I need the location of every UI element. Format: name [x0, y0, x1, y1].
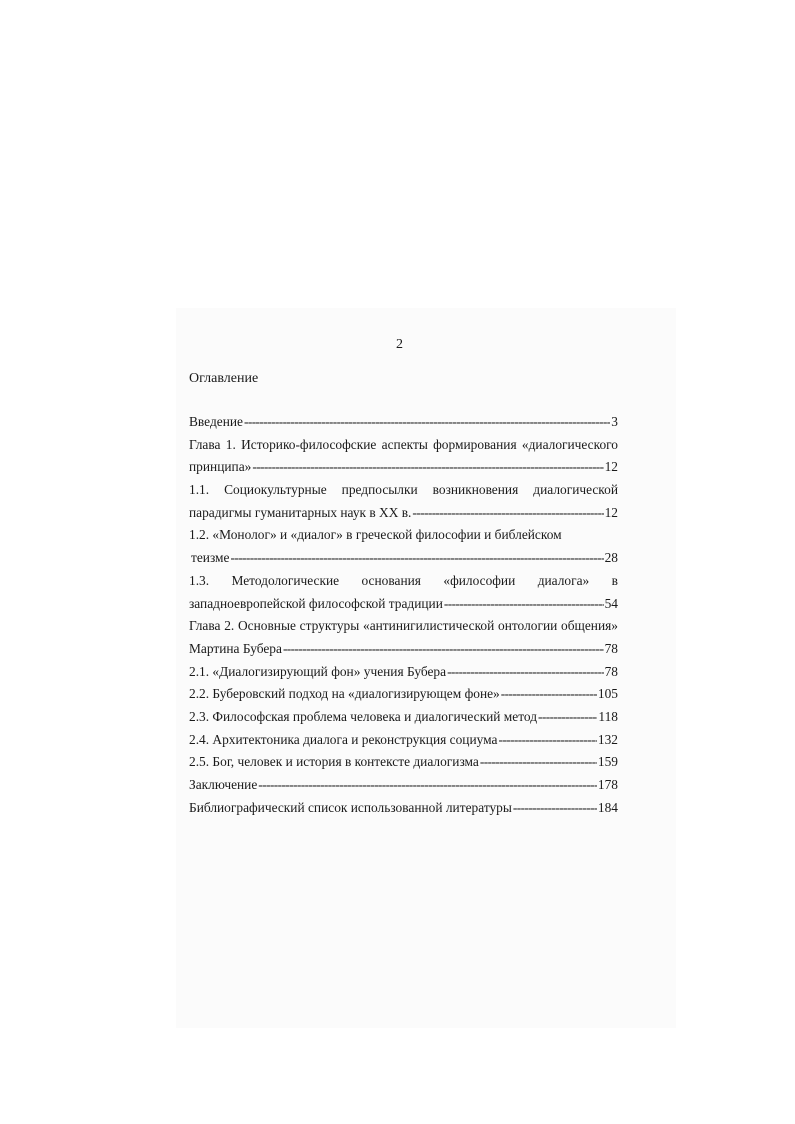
toc-entry-page: 184: [597, 799, 618, 815]
toc-entry-2-1[interactable]: [189, 664, 618, 687]
toc-entry-page: 28: [604, 550, 618, 566]
toc-entry-text: 2.5. Бог, человек и история в контексте диалогизма: [189, 754, 479, 770]
toc-entry-text: западноевропейской философской традиции: [189, 595, 443, 611]
toc-entry-text: 2.1. «Диалогизирующий фон» учения Бубера: [189, 663, 447, 679]
toc-entry-2-3[interactable]: [189, 709, 618, 732]
toc-entry-text: 1.1. Социокультурные предпосылки возникновения диалогической: [189, 482, 618, 498]
toc-entry-text: Библиографический список использованной литературы: [189, 799, 512, 815]
toc-entry-page: 54: [604, 595, 618, 611]
toc-leader-dashes: [230, 550, 603, 566]
toc-leader-dashes: [244, 414, 610, 430]
toc-title: Оглавление: [189, 371, 259, 386]
toc-entry-chapter-2[interactable]: [189, 618, 618, 641]
page-number: 2: [396, 337, 403, 352]
toc-entry-text: 2.4. Архитектоника диалога и реконструкция социума: [189, 731, 498, 747]
toc-entry-chapter-2-cont[interactable]: [189, 641, 618, 664]
toc-entry-text: Мартина Бубера: [189, 640, 282, 656]
toc-entry-1-1[interactable]: [189, 482, 618, 505]
toc-entry-text: Введение: [189, 414, 243, 429]
toc-entry-page: 132: [597, 731, 618, 747]
toc-entry-page: 105: [597, 686, 618, 702]
toc-entry-text: парадигмы гуманитарных наук в XX в.: [189, 504, 412, 520]
toc-entry-text: 2.3. Философская проблема человека и диалогический метод: [189, 708, 538, 724]
toc-entry-text: 1.3. Методологические основания «философии диалога» в: [189, 572, 618, 588]
table-of-contents: [189, 414, 618, 822]
toc-leader-dashes: [513, 800, 597, 816]
toc-entry-text: Заключение: [189, 777, 258, 792]
toc-entry-text: теизме: [191, 550, 230, 566]
toc-entry-page: 78: [604, 663, 618, 679]
toc-entry-page: 118: [598, 708, 618, 724]
toc-leader-dashes: [283, 641, 604, 657]
toc-entry-page: 12: [604, 459, 618, 475]
toc-entry-text: Глава 2. Основные структуры «антинигилистической онтологии общения»: [189, 618, 618, 634]
toc-entry-introduction[interactable]: [189, 414, 618, 437]
toc-leader-dashes: [444, 596, 604, 612]
toc-entry-text: 2.2. Буберовский подход на «диалогизирующем фоне»: [189, 686, 500, 702]
toc-entry-text: 1.2. «Монолог» и «диалог» в греческой философии и библейском: [189, 527, 562, 543]
toc-entry-chapter-1[interactable]: [189, 437, 618, 460]
toc-leader-dashes: [498, 732, 596, 748]
toc-entry-text: принципа»: [189, 459, 252, 475]
toc-leader-dashes: [252, 459, 603, 475]
toc-entry-2-5[interactable]: [189, 754, 618, 777]
toc-entry-1-2-cont[interactable]: [189, 550, 618, 573]
toc-entry-page: 159: [597, 754, 618, 770]
toc-entry-page: 78: [604, 640, 618, 656]
toc-entry-bibliography[interactable]: [189, 800, 618, 823]
toc-entry-2-2[interactable]: [189, 686, 618, 709]
toc-entry-conclusion[interactable]: [189, 777, 618, 800]
toc-entry-1-2[interactable]: [189, 527, 618, 550]
toc-leader-dashes: [258, 777, 597, 793]
toc-entry-page: 3: [611, 414, 618, 429]
toc-leader-dashes: [538, 709, 597, 725]
toc-entry-page: 178: [597, 777, 618, 792]
toc-entry-1-3-cont[interactable]: [189, 596, 618, 619]
toc-leader-dashes: [447, 664, 604, 680]
toc-entry-page: 12: [604, 504, 618, 520]
toc-leader-dashes: [480, 754, 597, 770]
toc-entry-1-1-cont[interactable]: [189, 505, 618, 528]
toc-entry-chapter-1-cont[interactable]: [189, 459, 618, 482]
toc-entry-2-4[interactable]: [189, 732, 618, 755]
toc-entry-1-3[interactable]: [189, 573, 618, 596]
toc-entry-text: Глава 1. Историко-философские аспекты формирования «диалогического: [189, 436, 618, 452]
toc-leader-dashes: [501, 686, 597, 702]
toc-leader-dashes: [412, 505, 603, 521]
